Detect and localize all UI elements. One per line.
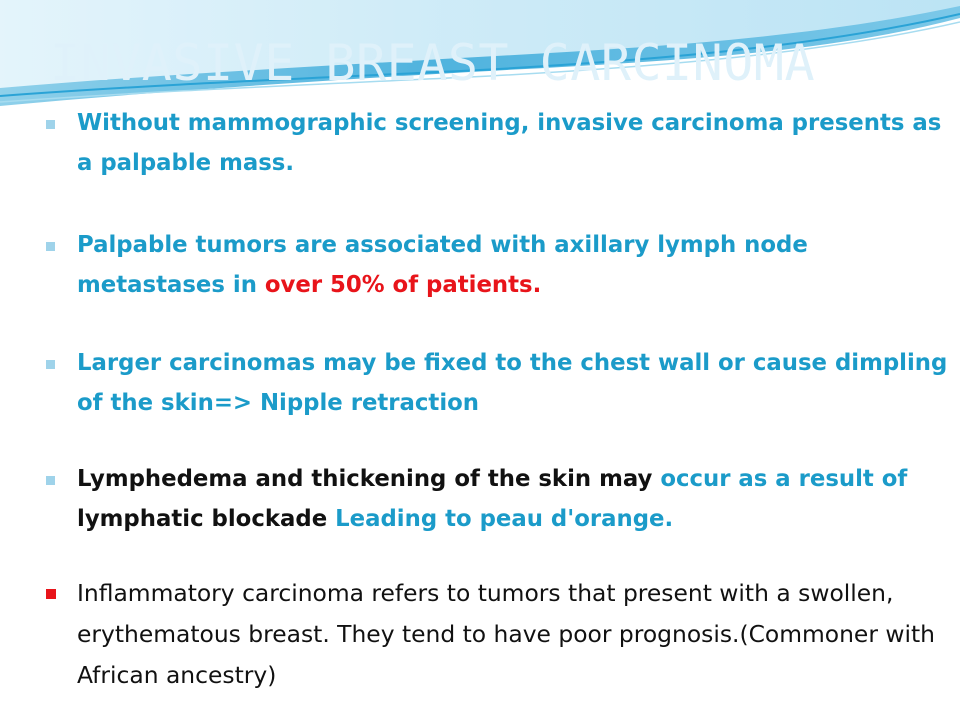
bullet-text: Without mammographic screening, invasive carcinoma presents as a palpable mass.: [77, 110, 942, 176]
slide-title: INVASIVE BREAST CARCINOMA: [50, 34, 816, 92]
highlighted-text: over 50% of patients.: [264, 272, 542, 298]
square-bullet-icon: [46, 360, 55, 369]
bullet-text: Larger carcinomas may be fixed to the chest wall or cause dimpling of the skin=> Nipple retraction: [77, 350, 948, 416]
square-bullet-icon: [46, 242, 55, 251]
square-bullet-icon: [46, 476, 55, 485]
bullet-text: Inflammatory carcinoma refers to tumors that present with a swollen, erythematous breast. They tend to have poor prognosis.(Commoner with African ancestry): [77, 579, 935, 689]
bullet-text: Palpable tumors are associated with axillary lymph node metastases in: [77, 232, 808, 298]
bullet-text: lymphatic blockade: [77, 506, 328, 532]
bullet-text: occur as a result of: [660, 466, 908, 492]
square-bullet-icon: [46, 589, 56, 599]
bullet-text: Leading to peau d'orange.: [327, 506, 674, 532]
square-bullet-icon: [46, 120, 55, 129]
bullet-text: Lymphedema and thickening of the skin may: [77, 466, 661, 492]
